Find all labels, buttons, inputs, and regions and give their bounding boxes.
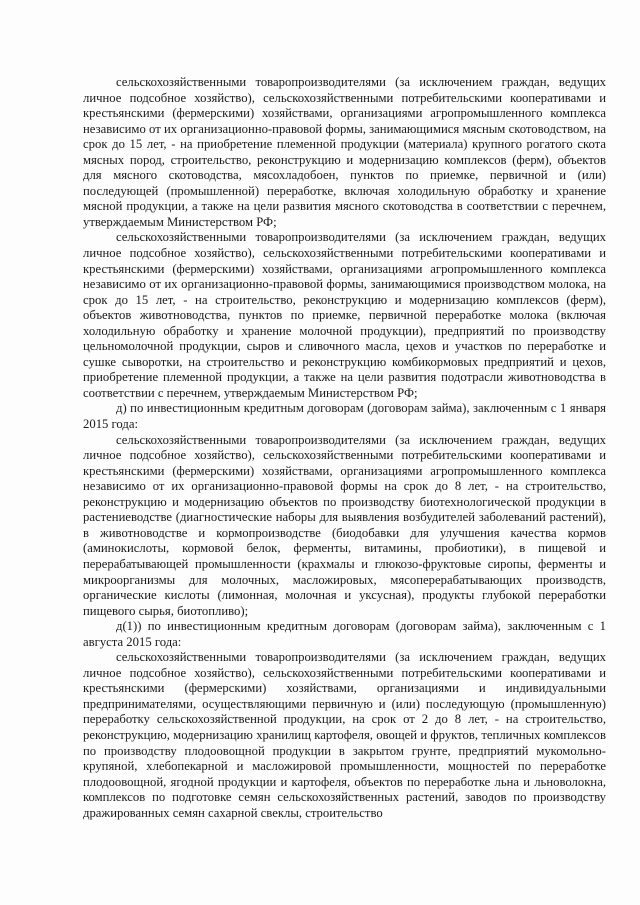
paragraph-processing: сельскохозяйственными товаропроизводителями (за исключением граждан, ведущих личное подсобное хозяйство), сельскохозяйственными потребительскими кооперативами и крестьянскими (фермерскими) хозяйствами, организациями и индивидуальными предпринимателями, осуществляющими первичную и (или) последующую (промышленную) переработку сельскохозяйственной продукции, на срок от 2 до 8 лет, - на строительство, реконструкцию, модернизацию хранилищ картофеля, овощей и фруктов, тепличных комплексов по производству плодоовощной продукции в закрытом грунте, предприятий мукомольно-крупяной, хлебопекарной и масложировой промышленности, мощностей по переработке плодоовощной, ягодной продукции и картофеля, объектов по переработке льна и льноволокна, комплексов по подготовке семян сельскохозяйственных растений, заводов по производству дражированных семян сахарной свеклы, строительство (83, 650, 606, 820)
paragraph-item-d: д) по инвестиционным кредитным договорам (договорам займа), заключенным с 1 января 2015 года: (83, 401, 606, 432)
document-body (83, 75, 606, 821)
paragraph-biotech: сельскохозяйственными товаропроизводителями (за исключением граждан, ведущих личное подсобное хозяйство), сельскохозяйственными потребительскими кооперативами и крестьянскими (фермерскими) хозяйствами, организациями агропромышленного комплекса независимо от их организационно-правовой формы на срок до 8 лет, - на строительство, реконструкцию и модернизацию объектов по производству биотехнологической продукции в растениеводстве (диагностические наборы для выявления возбудителей заболеваний растений), в животноводстве и кормопроизводстве (биодобавки для улучшения качества кормов (аминокислоты, кормовой белок, ферменты, витамины, пробиотики), в пищевой и перерабатывающей промышленности (крахмалы и глюкозо-фруктовые сиропы, ферменты и микроорганизмы для молочных, масложировых, мясоперерабатывающих производств, органические кислоты (лимонная, молочная и уксусная), продукты глубокой переработки пищевого сырья, биотопливо); (83, 432, 606, 618)
paragraph-dairy: сельскохозяйственными товаропроизводителями (за исключением граждан, ведущих личное подсобное хозяйство), сельскохозяйственными потребительскими кооперативами и крестьянскими (фермерскими) хозяйствами, организациями агропромышленного комплекса независимо от их организационно-правовой формы, занимающимися производством молока, на срок до 15 лет, - на строительство, реконструкцию и модернизацию комплексов (ферм), объектов животноводства, пунктов по приемке, первичной переработке молока (включая холодильную обработку и хранение молочной продукции), предприятий по производству цельномолочной продукции, сыров и сливочного масла, цехов и участков по переработке и сушке сыворотки, на строительство и реконструкцию комбикормовых предприятий и цехов, приобретение племенной продукции, а также на цели развития подотрасли животноводства в соответствии с перечнем, утверждаемым Министерством РФ; (83, 230, 606, 400)
paragraph-meat-cattle: сельскохозяйственными товаропроизводителями (за исключением граждан, ведущих личное подсобное хозяйство), сельскохозяйственными потребительскими кооперативами и крестьянскими (фермерскими) хозяйствами, организациями агропромышленного комплекса независимо от их организационно-правовой формы, занимающимися мясным скотоводством, на срок до 15 лет, - на приобретение племенной продукции (материала) крупного рогатого скота мясных пород, строительство, реконструкцию и модернизацию комплексов (ферм), объектов для мясного скотоводства, мясохладобоен, пунктов по приемке, первичной и (или) последующей (промышленной) переработке, включая холодильную обработку и хранение мясной продукции, а также на цели развития мясного скотоводства в соответствии с перечнем, утверждаемым Министерством РФ; (83, 75, 606, 229)
paragraph-item-d1: д(1)) по инвестиционным кредитным договорам (договорам займа), заключенным с 1 августа 2015 года: (83, 619, 606, 649)
